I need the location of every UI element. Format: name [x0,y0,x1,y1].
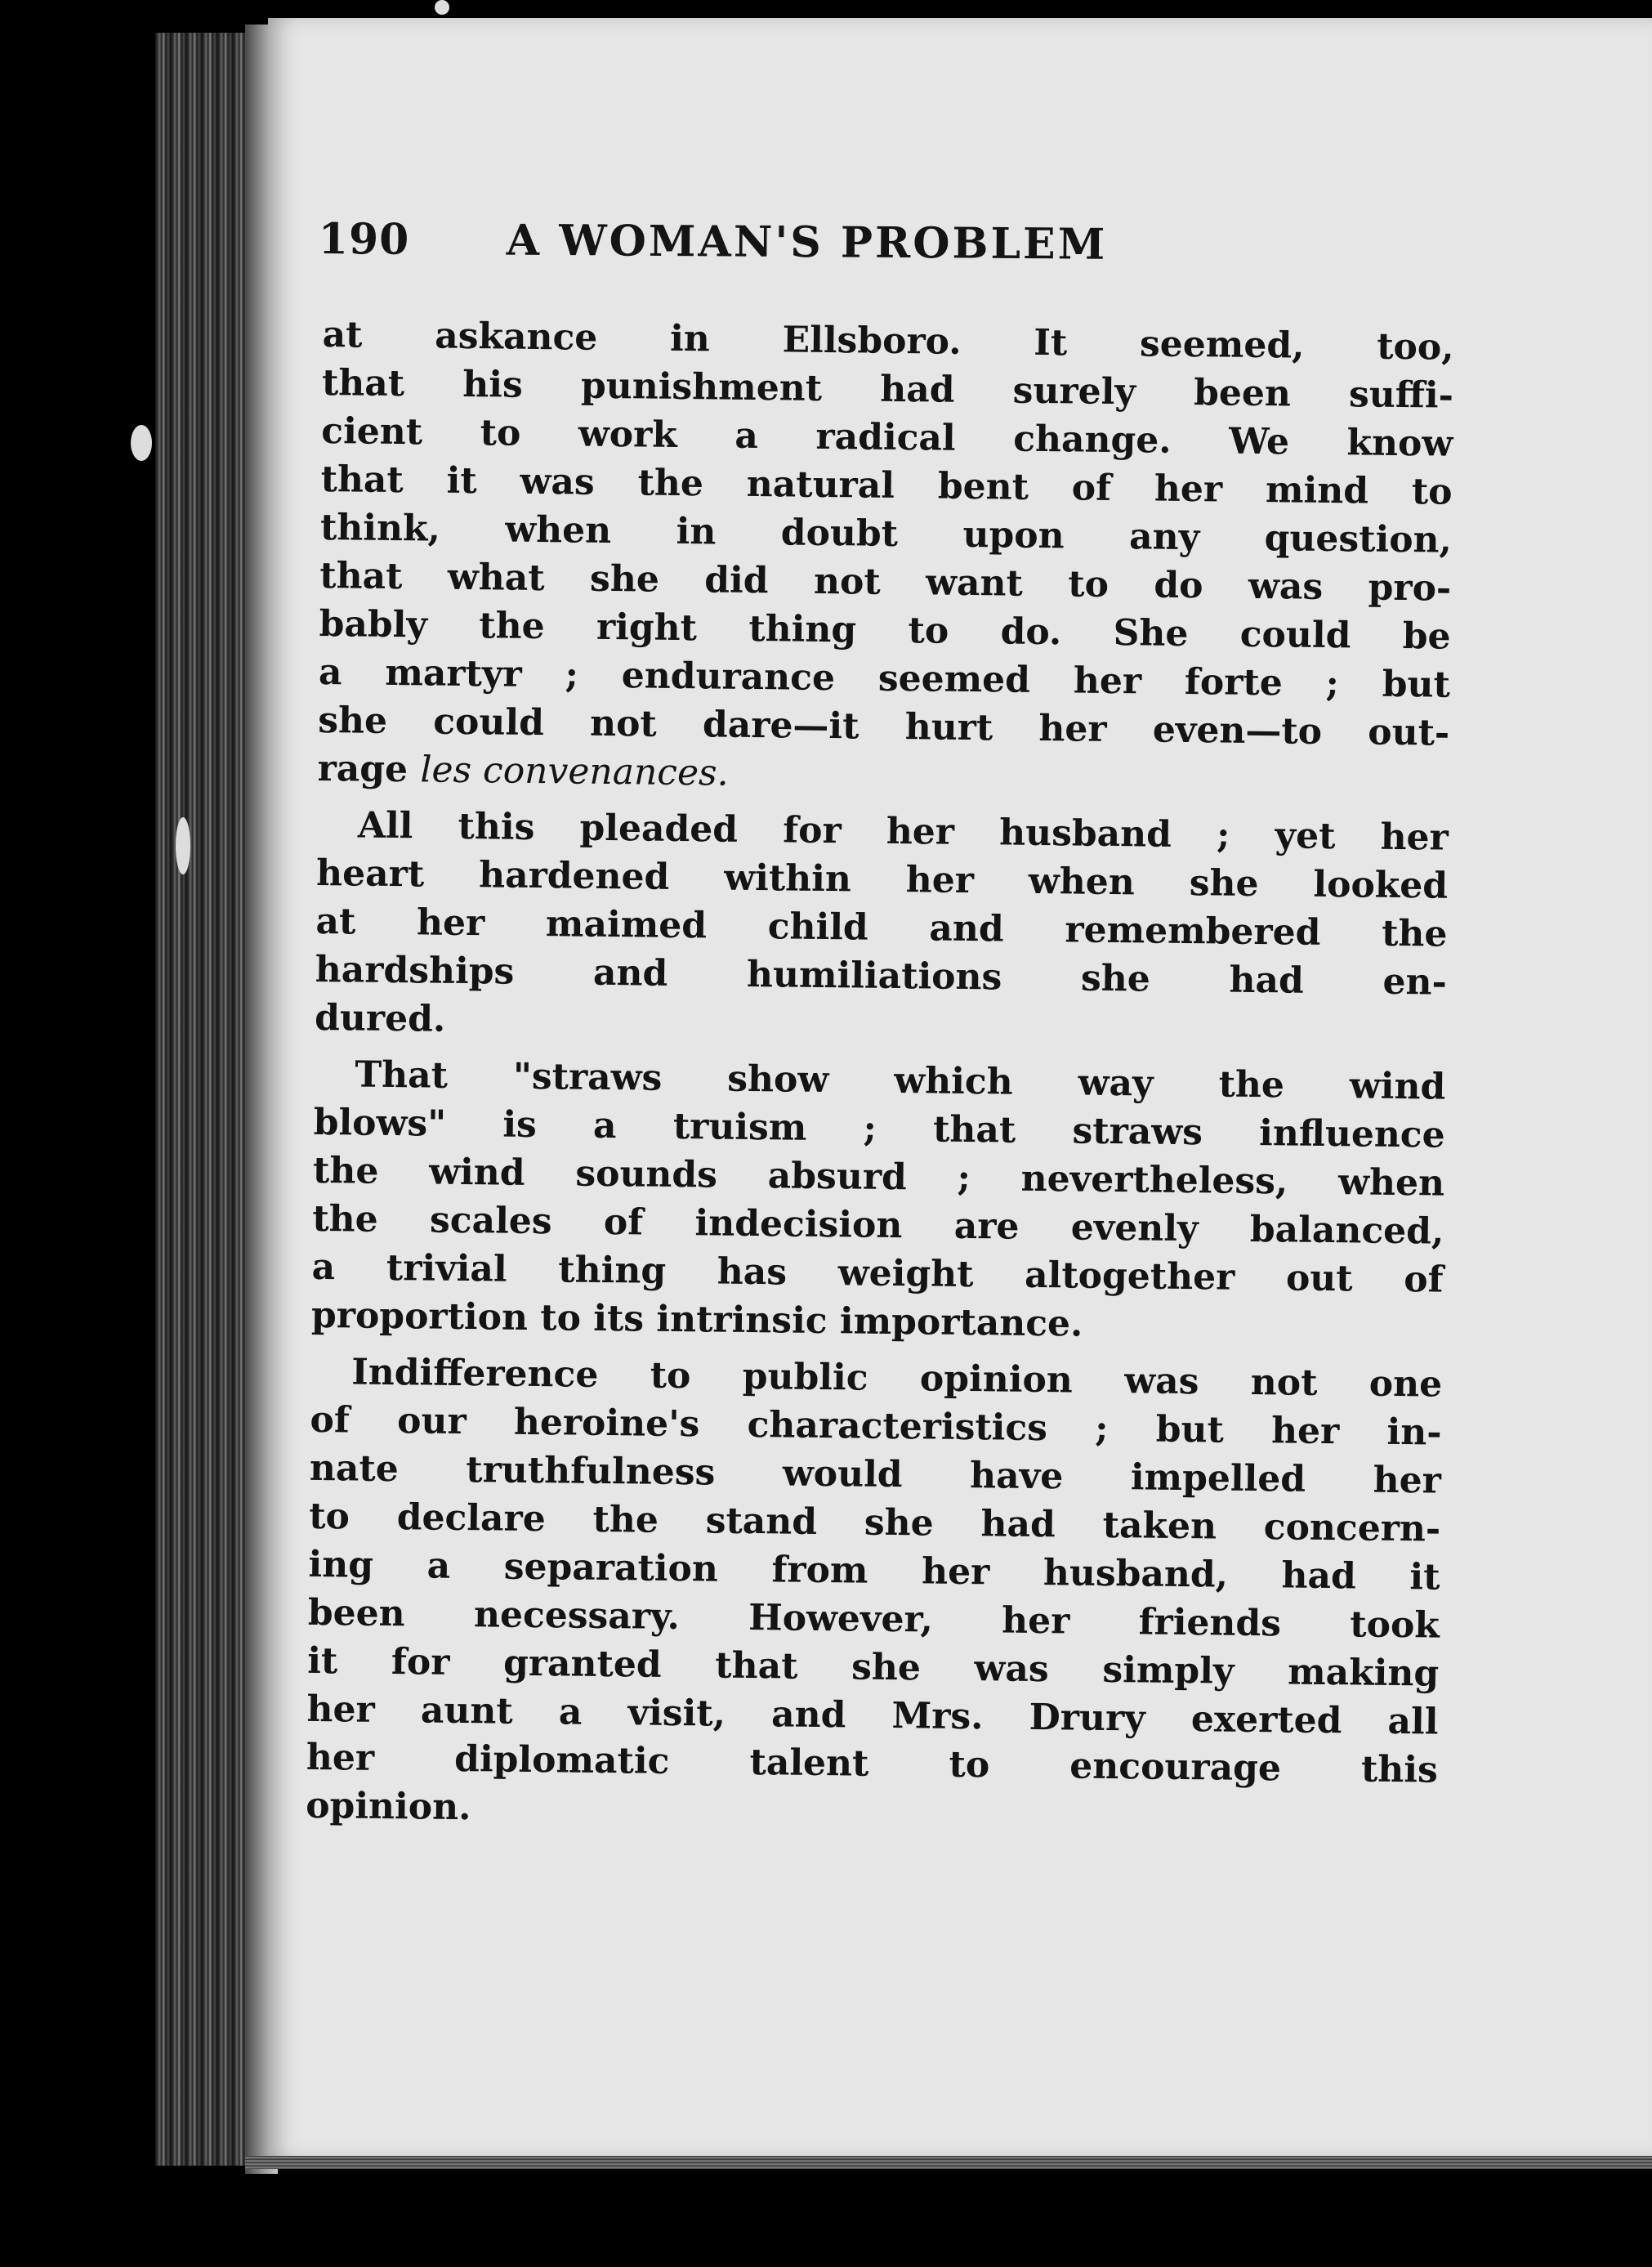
paragraph-1 [317,311,1454,806]
text-line: Indifference to public opinion was not one [350,1351,1443,1406]
text-line-prefix: rage [317,747,421,791]
text-line: heart hardened within her when she looked [315,852,1449,907]
text-line: her aunt a visit, and Mrs. Drury exerted all [306,1688,1439,1743]
text-line: of our heroine's characteristics ; but her in- [310,1398,1442,1454]
text-line: a trivial thing has weight altogether out of [311,1245,1444,1301]
italic-phrase: les convenances. [420,749,729,794]
text-line: she could not dare—it hurt her even—to out- [318,699,1450,754]
text-line: think, when in doubt upon any question, [319,506,1453,561]
text-line: to declare the stand she had taken concern- [308,1495,1441,1550]
running-title: A WOMAN'S PROBLEM [506,215,1108,270]
text-line: that what she did not want to do was pro- [319,554,1452,610]
paragraph-4 [306,1348,1443,1843]
text-line: at her maimed child and remembered the [315,900,1448,955]
text-line: bably the right thing to do. She could be [319,602,1451,658]
page-number: 190 [318,214,410,265]
text-line: a martyr ; endurance seemed her forte ; but [318,651,1451,706]
text-line: the scales of indecision are evenly balanced, [312,1197,1444,1253]
paragraph-3 [311,1050,1446,1353]
text-line: cient to work a radical change. We know [321,409,1453,465]
text-line: opinion. [305,1784,471,1829]
text-line: her diplomatic talent to encourage this [306,1736,1439,1791]
text-line: hardships and humiliations she had en- [315,948,1448,1004]
text-line: it for granted that she was simply making [306,1639,1440,1695]
paragraph-2 [315,801,1449,1055]
text-line: ing a separation from her husband, had it [308,1543,1440,1599]
text-line: that it was the natural bent of her mind to [320,458,1453,513]
text-line: nate truthfulness would have impelled her [309,1446,1442,1502]
text-line: that his punishment had surely been suffi- [321,361,1454,417]
text-line: That "straws show which way the wind [355,1053,1446,1108]
text-line: dured. [314,996,446,1040]
text-line: All this pleaded for her husband ; yet her [357,804,1449,859]
body-text [306,311,1454,1851]
text-line: the wind sounds absurd ; nevertheless, when [312,1149,1445,1205]
text-line: blows" is a truism ; that straws influence [313,1101,1445,1156]
text-line: at askance in Ellsboro. It seemed, too, [322,313,1454,369]
page-header [319,214,1299,278]
text-line: proportion to its intrinsic importance. [310,1294,1083,1345]
text-line: been necessary. However, her friends took [307,1591,1440,1647]
